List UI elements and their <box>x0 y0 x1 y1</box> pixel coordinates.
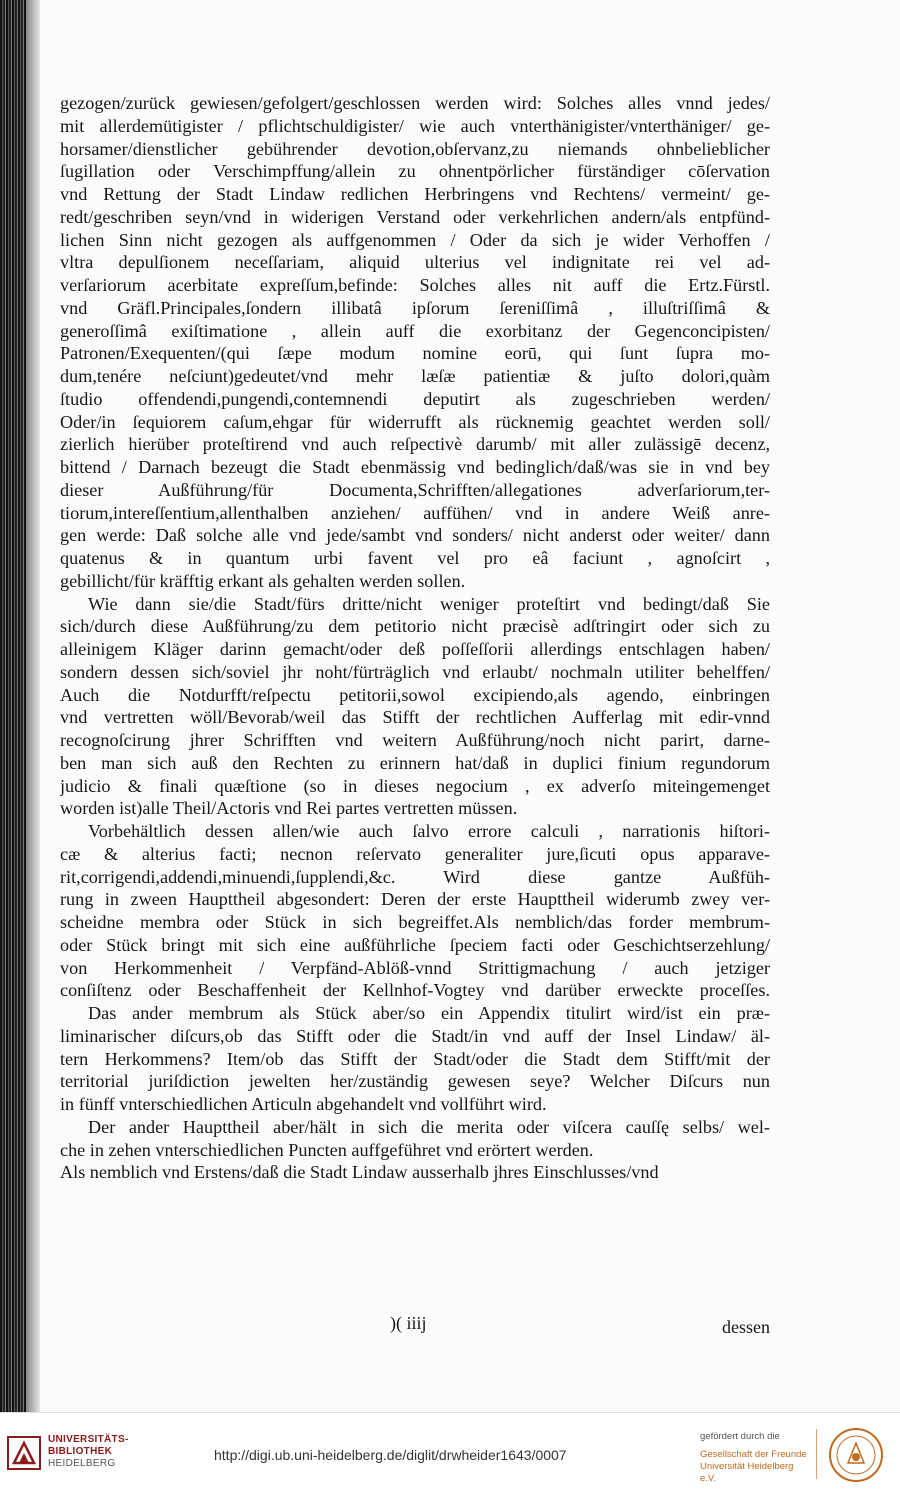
text-line: horsamer/dienstlicher gebührender devotion,obſervanz,zu niemands ohnbelieblicher <box>60 138 770 159</box>
text-line: in fünff vnterschiedlichen Articuln abgehandelt vnd vollführt wird. <box>60 1094 547 1114</box>
text-line: Vorbehältlich dessen allen/wie auch ſalvo errore calculi , narrationis hiſtori- <box>88 821 770 841</box>
text-line: vnd vertretten wöll/Bevorab/weil das Stifft der rechtlichen Aufferlag mit edir-vnnd <box>60 707 770 728</box>
text-line: Der ander Haupttheil aber/hält in sich die merita oder viſcera cauſſę selbs/ wel- <box>88 1116 770 1137</box>
text-line: rung in zween Haupttheil abgesondert: Deren der erste Haupttheil widerumb zwey ver- <box>60 889 770 910</box>
text-line: sondern dessen sich/soviel jhr noht/fürträglich vnd erlaubt/ nochmaln utiliter behelffen/ <box>60 661 770 682</box>
text-line: oder Stück bringt mit sich eine außführliche ſpeciem facti oder Geschichtserzehlung/ <box>60 934 770 955</box>
text-line: lichen Sinn nicht gezogen als auffgenommen / Oder da sich je wider Verhoffen / <box>60 229 770 250</box>
text-line: Oder/in ſequiorem caſum,ehgar für widerrufft als rücknemig geachtet werden soll/ <box>60 411 770 432</box>
sponsor-divider <box>816 1429 817 1479</box>
text-line: redt/geschriben seyn/vnd in widerigen Verstand oder verkehrlichen andern/als entpfünd- <box>60 206 770 227</box>
text-line: recognoſcirung jhrer Schrifften vnd weitern Außführung/noch nicht parirt, darne- <box>60 730 770 750</box>
text-line: dieser Außführung/für Documenta,Schrifften/allegationes adverſariorum,ter- <box>60 479 770 500</box>
uni-line-1: UNIVERSITÄTS- <box>48 1434 129 1445</box>
text-line: sich/durch diese Außführung/zu dem petitorio nicht præcisè adſtringirt oder sich zu <box>60 616 770 637</box>
text-line: liminarischer diſcurs,ob das Stifft oder die Stadt/in vnd auff der Insel Lindaw/ äl- <box>60 1025 770 1046</box>
text-line: ſugillation oder Verschimpffung/allein zu ohnentpörlicher fürständiger cōſervation <box>60 161 770 182</box>
catchword: dessen <box>722 1317 770 1337</box>
viewer-footer <box>0 1412 900 1492</box>
text-line: verſariorum acerbitate expreſſum,befinde: Solches alles nit auff die Ertz.Fürstl. <box>60 275 770 295</box>
text-line: che in zehen vnterschiedlichen Puncten auffgeführet vnd erörtert werden. <box>60 1139 594 1160</box>
text-line: tern Herkommens? Item/ob das Stifft der Stadt/oder die Stadt dem Stifft/mit der <box>60 1048 770 1069</box>
text-line: Als nemblich vnd Erstens/daß die Stadt Lindaw ausserhalb jhres Einschlusses/vnd <box>60 1162 659 1183</box>
text-line: Patronen/Exequenten/(qui ſæpe modum nomine eorū, qui ſunt ſupra mo- <box>60 343 770 364</box>
text-line: generoſſimâ exiſtimatione , allein auff die exorbitanz der Gegenconcipisten/ <box>60 320 770 341</box>
text-line: von Herkommenheit / Verpfänd-Ablöß-vnnd Strittigmachung / auch jetziger <box>60 957 770 978</box>
university-library-wordmark[interactable] <box>48 1434 129 1470</box>
text-line: rit,corrigendi,addendi,minuendi,ſupplendi,&c. Wird diese gantze Außfüh- <box>60 866 770 887</box>
uni-line-3: HEIDELBERG <box>48 1458 116 1469</box>
text-line: territorial juriſdiction jewelten her/zuständig gewesen seye? Welcher Diſcurs nun <box>60 1071 770 1092</box>
text-line: gebillicht/für kräfftig erkant als gehalten werden sollen. <box>60 570 466 591</box>
page-bottom-row <box>60 1313 770 1337</box>
text-line: Das ander membrum als Stück aber/so ein Appendix titulirt wird/ist ein præ- <box>88 1003 770 1023</box>
sponsor-society: Gesellschaft der Freunde <box>700 1449 807 1460</box>
text-line: mit allerdemütigister / pflichtschuldigister/ wie auch vnterthänigister/vnterthäniger/ ge- <box>60 115 770 136</box>
text-line: bittend / Darnach bezeugt die Stadt ebenmässig vnd bedinglich/daß/was sie in vnd bey <box>60 457 770 477</box>
text-line: scheidne membra oder Stück in sich begreiffet.Als nemblich/das forder membrum- <box>60 912 770 932</box>
text-line: Wie dann sie/die Stadt/fürs dritte/nicht weniger proteſtirt vnd bedingt/daß Sie <box>88 593 770 614</box>
spine-shadow <box>26 0 40 1412</box>
university-library-logo-icon <box>6 1435 42 1471</box>
sponsor-block[interactable] <box>700 1431 810 1485</box>
university-seal-icon <box>828 1427 884 1483</box>
text-line: judicio & finali quæſtione (so in dieses negocium , ex adverſo miteingemenget <box>60 775 770 796</box>
text-line: ſtudio offendendi,pungendi,contemnendi deputirt als zugeschrieben werden/ <box>60 388 770 409</box>
text-line: gezogen/zurück gewiesen/gefolgert/geschlossen werden wird: Solches alles vnnd jedes/ <box>60 93 770 113</box>
sponsor-university: Universität Heidelberg e.V. <box>700 1461 794 1484</box>
text-line: vnd Gräfl.Principales,ſondern illibatâ ipſorum ſereniſſimâ , illuſtriſſimâ & <box>60 297 770 318</box>
text-line: tiorum,intereſſentium,allenthalben anziehen/ auffühen/ vnd in andere Weiß anre- <box>60 502 770 523</box>
text-line: conſiſtenz oder Beschaffenheit der Kellnhof-Vogtey vnd darüber erweckte proceſſes. <box>60 980 770 1001</box>
uni-line-2: BIBLIOTHEK <box>48 1446 113 1457</box>
text-line: Auch die Notdurfft/reſpectu petitorii,sowol excipiendo,als agendo, einbringen <box>60 684 770 705</box>
text-line: zierlich hierüber proteſtirend vnd auch reſpectivè darumb/ mit aller zulässigē decenz, <box>60 434 770 455</box>
text-line: quatenus & in quantum urbi favent vel pro eâ faciunt , agnoſcirt , <box>60 548 770 568</box>
permalink-url[interactable]: http://digi.ub.uni-heidelberg.de/diglit/drwheider1643/0007 <box>214 1447 567 1463</box>
sponsor-intro: gefördert durch die <box>700 1431 780 1442</box>
signature-mark: )( iiij <box>390 1313 427 1333</box>
text-line: ben man sich auß den Rechten zu erinnern hat/daß in duplici finium regundorum <box>60 752 770 773</box>
text-line: cæ & alterius facti; necnon reſervato generaliter jure,ſicuti opus apparave- <box>60 843 770 864</box>
text-line: gen werde: Daß solche alle vnd jede/sambt vnd sonders/ nicht anderst oder weiter/ dann <box>60 525 770 546</box>
text-line: vnd Rettung der Stadt Lindaw redlichen Herbringens vnd Rechtens/ vermeint/ ge- <box>60 184 770 204</box>
text-line: vltra depulſionem neceſſariam, aliquid ulterius vel indignitate rei vel ad- <box>60 252 770 273</box>
book-spine <box>0 0 26 1412</box>
text-line: dum,tenére neſciunt)gedeutet/vnd mehr læſæ patientiæ & juſto dolori,quàm <box>60 366 770 386</box>
page-text-block <box>60 92 770 1184</box>
text-line: alleinigem Kläger darinn gemacht/oder deß poſſeſſorii allerdings entschlagen haben/ <box>60 639 770 659</box>
text-line: worden ist)alle Theil/Actoris vnd Rei partes vertretten müssen. <box>60 798 518 819</box>
